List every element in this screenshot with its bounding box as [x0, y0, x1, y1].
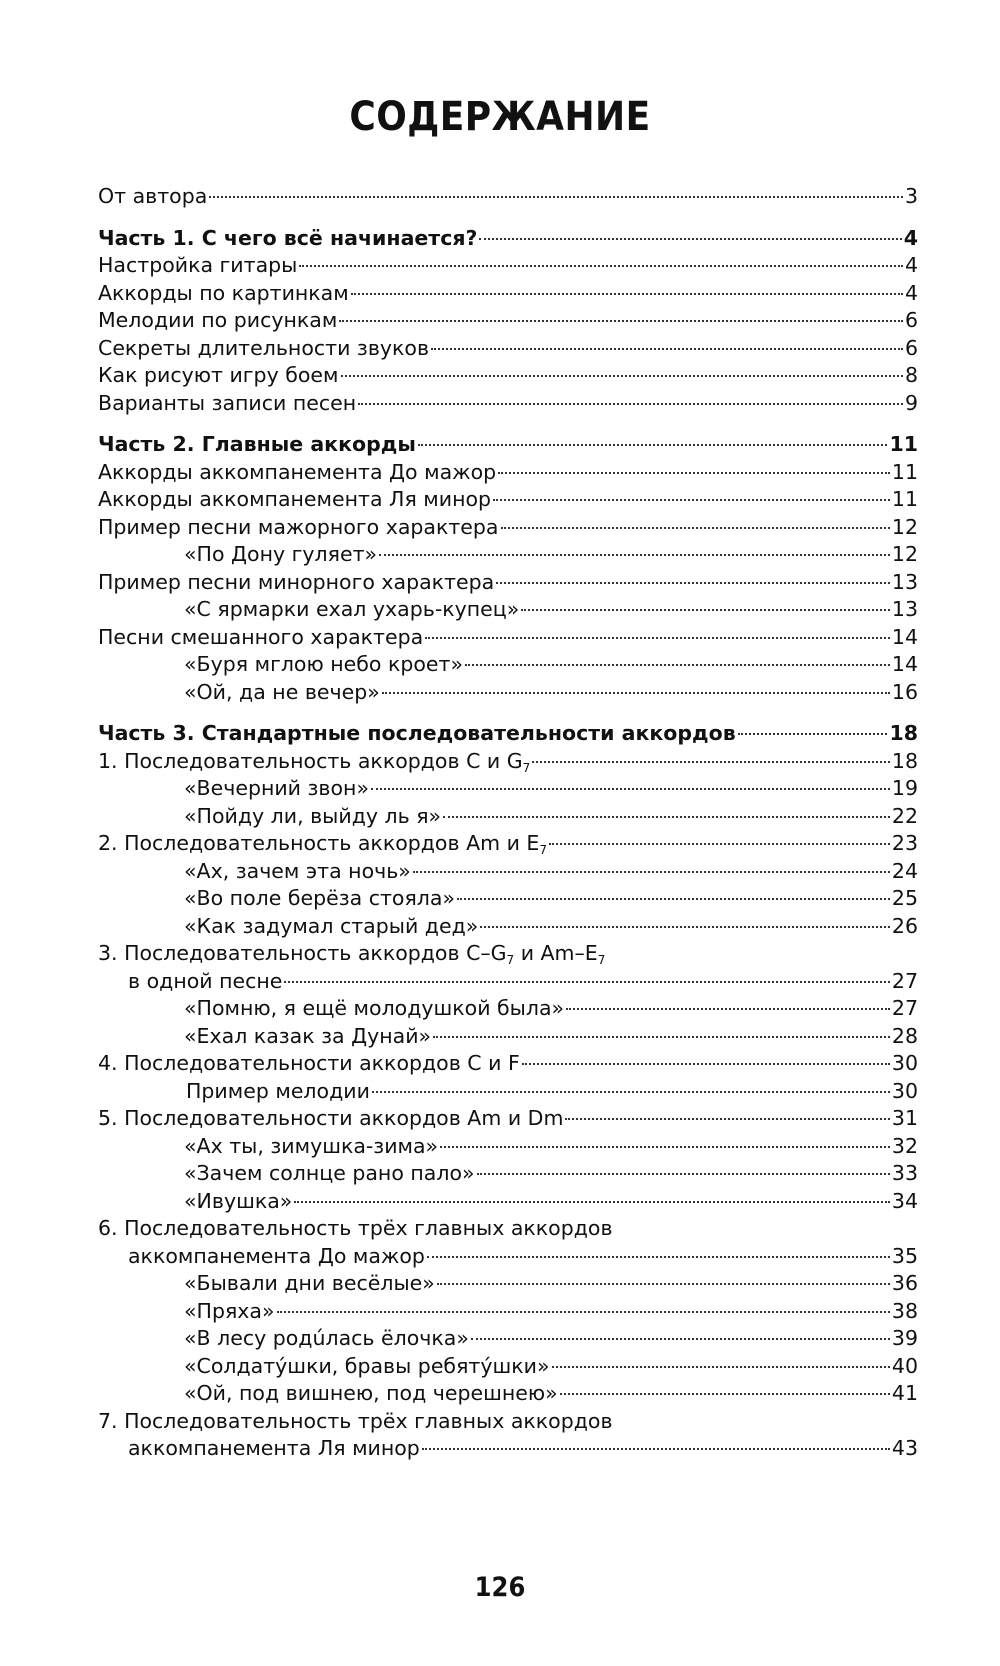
dot-leader	[480, 926, 890, 928]
toc-entry-title: 4. Последовательности аккордов C и F	[98, 1051, 520, 1075]
toc-entry[interactable]	[98, 569, 918, 597]
dot-leader	[382, 692, 890, 694]
toc-entry-title: «Ивушка»	[184, 1188, 293, 1213]
toc-page-number: 3	[904, 184, 918, 208]
toc-entry[interactable]	[98, 335, 918, 363]
dot-leader	[560, 1393, 890, 1395]
dot-leader	[477, 1173, 890, 1175]
dot-leader	[532, 761, 890, 763]
toc-entry[interactable]	[98, 624, 918, 652]
toc-entry-title: «С ярмарки ехал ухарь-купец»	[184, 597, 520, 621]
toc-entry-title: 7. Последовательность трёх главных аккордов	[98, 1408, 613, 1433]
toc-entry-title: «Зачем солнце рано пало»	[184, 1161, 475, 1185]
toc-page-number: 34	[891, 1188, 918, 1213]
toc-entry-title: 5. Последовательности аккордов Am и Dm	[98, 1106, 564, 1130]
toc-entry[interactable]	[98, 183, 918, 211]
toc-entry[interactable]	[98, 885, 918, 913]
dot-leader	[433, 1036, 890, 1038]
dot-leader	[552, 1366, 890, 1368]
toc-entry[interactable]	[98, 1188, 918, 1216]
toc-entry[interactable]	[98, 1325, 918, 1353]
toc-entry[interactable]	[98, 280, 918, 308]
dot-leader	[738, 733, 888, 735]
toc-page-number: 4	[904, 280, 918, 305]
toc-entry-title: «Помню, я ещё молодушкой была»	[184, 996, 565, 1020]
toc-page-number: 36	[891, 1271, 918, 1295]
toc-entry-title: Пример мелодии	[186, 1078, 370, 1103]
toc-entry[interactable]	[98, 995, 918, 1023]
toc-page-number: 18	[891, 748, 918, 773]
toc-entry-title: «Как задумал старый дед»	[184, 913, 479, 938]
toc-entry-title: 3. Последовательность аккордов $C-G_7$ и $Am-E_7$	[98, 941, 606, 967]
toc-page-number: 19	[891, 776, 918, 800]
page-number: 126	[474, 1572, 526, 1603]
toc-entry[interactable]	[98, 803, 918, 831]
toc-entry-title: аккомпанемента Ля минор	[128, 1436, 420, 1460]
toc-page-number: 33	[891, 1161, 918, 1185]
dot-leader	[440, 1146, 890, 1148]
toc-page-number: 31	[891, 1106, 918, 1130]
toc-part-heading[interactable]	[98, 720, 918, 748]
toc-page-number: 30	[891, 1078, 918, 1103]
dot-leader	[209, 196, 903, 198]
toc-entry-title: «Ой, да не вечер»	[184, 679, 380, 704]
toc-entry-title: «Буря мглою небо кроет»	[184, 652, 464, 676]
toc-entry[interactable]	[98, 362, 918, 390]
toc-entry[interactable]	[98, 1050, 918, 1078]
toc-entry[interactable]	[98, 651, 918, 679]
toc-page-number: 14	[891, 624, 918, 649]
toc-entry-title: «Ехал казак за Дунай»	[184, 1023, 432, 1048]
toc-page-number: 27	[891, 996, 918, 1020]
toc-entry-title: Аккорды аккомпанемента До мажор	[98, 459, 497, 484]
toc-page-number: 14	[891, 652, 918, 676]
dot-leader	[371, 788, 890, 790]
toc-page-number: 30	[891, 1051, 918, 1075]
toc-entry-title: «Во поле берёза стояла»	[184, 886, 455, 910]
toc-entry-title: Пример песни минорного характера	[98, 569, 495, 594]
dot-leader	[277, 1311, 890, 1313]
toc-entry-title: От автора	[98, 184, 208, 208]
toc-page-number: 9	[904, 390, 918, 415]
toc-page-number: 8	[904, 363, 918, 387]
toc-entry[interactable]	[98, 775, 918, 803]
toc-page-number: 32	[891, 1133, 918, 1158]
toc-page-number: 11	[889, 432, 918, 456]
toc-page-number: 22	[891, 803, 918, 828]
dot-leader	[522, 1063, 890, 1065]
toc-entry[interactable]	[98, 940, 918, 968]
dot-leader	[431, 348, 903, 350]
toc-entry[interactable]	[98, 1408, 918, 1436]
toc-entry-title: 1. Последовательность аккордов C и $G_7$	[98, 748, 531, 775]
toc-entry-title: «Пойду ли, выйду ль я»	[184, 803, 442, 828]
toc-page-number: 43	[891, 1436, 918, 1460]
toc-entry[interactable]	[98, 1380, 918, 1408]
toc-entry-title: Часть 1. С чего всё начинается?	[98, 225, 478, 250]
toc-entry[interactable]	[98, 596, 918, 624]
toc-entry-title: аккомпанемента До мажор	[128, 1243, 425, 1268]
toc-entry[interactable]	[98, 1023, 918, 1051]
toc-page-number: 28	[891, 1023, 918, 1048]
toc-page-number: 39	[891, 1326, 918, 1350]
toc-page-number: 6	[904, 335, 918, 360]
toc-entry[interactable]	[98, 459, 918, 487]
toc-entry[interactable]	[98, 307, 918, 335]
toc-entry[interactable]	[98, 390, 918, 418]
toc-page-number: 13	[891, 569, 918, 594]
toc-entry[interactable]	[98, 1243, 918, 1271]
toc-page-number: 13	[891, 597, 918, 621]
toc-page-number: 12	[891, 542, 918, 566]
toc-entry[interactable]	[98, 514, 918, 542]
toc-entry[interactable]	[98, 541, 918, 569]
dot-leader	[418, 444, 888, 446]
toc-entry[interactable]	[98, 1160, 918, 1188]
toc-entry[interactable]	[98, 1435, 918, 1463]
toc-entry[interactable]	[98, 1353, 918, 1381]
dot-leader	[471, 1338, 890, 1340]
dot-leader	[493, 499, 890, 501]
dot-leader	[351, 293, 903, 295]
dot-leader	[427, 1256, 890, 1258]
dot-leader	[465, 664, 890, 666]
dot-leader	[372, 1091, 890, 1093]
dot-leader	[413, 871, 890, 873]
toc-page-number: 23	[891, 831, 918, 855]
toc-entry[interactable]	[98, 1105, 918, 1133]
dot-leader	[339, 320, 903, 322]
dot-leader	[566, 1008, 890, 1010]
toc-entry-title: «По Дону гуляет»	[184, 542, 378, 566]
toc-page-number: 4	[903, 225, 918, 250]
toc-entry-title: Аккорды по картинкам	[98, 280, 349, 305]
dot-leader	[549, 843, 890, 845]
dot-leader	[501, 527, 890, 529]
toc-page-number: 38	[891, 1298, 918, 1323]
toc-entry-title: «В лесу родúлась ёлочка»	[184, 1326, 469, 1350]
toc-page-number: 11	[891, 487, 918, 511]
toc-entry[interactable]	[98, 748, 918, 776]
dot-leader	[437, 1283, 890, 1285]
toc-entry-title: «Вечерний звон»	[184, 776, 369, 800]
toc-entry-title: в одной песне	[128, 968, 283, 993]
dot-leader	[379, 554, 890, 556]
toc-entry-title: Часть 3. Стандартные последовательности аккордов	[98, 721, 736, 745]
toc-part-heading[interactable]	[98, 431, 918, 459]
dot-leader	[358, 403, 903, 405]
dot-leader	[422, 1448, 890, 1450]
toc-page-number: 24	[891, 858, 918, 883]
dot-leader	[496, 582, 890, 584]
toc-page-number: 12	[891, 514, 918, 539]
toc-entry[interactable]	[98, 1215, 918, 1243]
toc-entry-title: «Бывали дни весёлые»	[184, 1271, 435, 1295]
toc-entry-title: Мелодии по рисункам	[98, 308, 338, 332]
toc-page-number: 4	[904, 253, 918, 277]
dot-leader	[457, 898, 890, 900]
toc-entry-title: Как рисуют игру боем	[98, 363, 339, 387]
toc-entry[interactable]	[98, 1298, 918, 1326]
toc-entry[interactable]	[98, 830, 918, 858]
toc-entry[interactable]	[98, 858, 918, 886]
toc-entry-title: Аккорды аккомпанемента Ля минор	[98, 487, 492, 511]
toc-entry[interactable]	[98, 1270, 918, 1298]
toc-entry-title: Часть 2. Главные аккорды	[98, 432, 416, 456]
page-title: СОДЕРЖАНИЕ	[349, 94, 651, 140]
toc-entry-title: 6. Последовательность трёх главных аккордов	[98, 1216, 613, 1240]
toc-page-number: 6	[904, 308, 918, 332]
toc-entry-title: Пример песни мажорного характера	[98, 514, 499, 539]
toc-entry-title: «Пряха»	[184, 1298, 275, 1323]
toc-page-number: 27	[891, 968, 918, 993]
toc-entry-title: 2. Последовательность аккордов Am и $E_7$	[98, 831, 548, 857]
toc-entry-title: «Ой, под вишнею, под черешнею»	[184, 1381, 558, 1405]
toc-entry[interactable]	[98, 486, 918, 514]
toc-entry-title: «Солдатýшки, бравы ребятýшки»	[184, 1353, 550, 1378]
dot-leader	[341, 375, 903, 377]
dot-leader	[498, 472, 890, 474]
toc-entry[interactable]	[98, 1078, 918, 1106]
dot-leader	[443, 816, 890, 818]
toc-entry[interactable]	[98, 252, 918, 280]
toc-page-number: 18	[889, 721, 918, 745]
toc-entry-title: Варианты записи песен	[98, 390, 357, 415]
dot-leader	[299, 265, 903, 267]
toc-entry-title: «Ах, зачем эта ночь»	[184, 858, 411, 883]
toc-page-number: 26	[891, 913, 918, 938]
dot-leader	[479, 238, 901, 240]
dot-leader	[565, 1118, 889, 1120]
toc-page-number: 25	[891, 886, 918, 910]
toc-page-number: 11	[891, 459, 918, 484]
toc-page-number: 16	[891, 679, 918, 704]
toc-entry-title: Настройка гитары	[98, 253, 298, 277]
table-of-contents	[98, 183, 918, 1463]
toc-entry[interactable]	[98, 1133, 918, 1161]
toc-entry-title: Песни смешанного характера	[98, 624, 424, 649]
dot-leader	[521, 609, 890, 611]
toc-part-heading[interactable]	[98, 225, 918, 253]
dot-leader	[284, 981, 890, 983]
dot-leader	[425, 637, 890, 639]
toc-page-number: 40	[891, 1353, 918, 1378]
toc-page-number: 41	[891, 1381, 918, 1405]
dot-leader	[294, 1201, 890, 1203]
toc-entry[interactable]	[98, 679, 918, 707]
toc-entry[interactable]	[98, 968, 918, 996]
toc-page-number: 35	[891, 1243, 918, 1268]
toc-entry-title: «Ах ты, зимушка-зима»	[184, 1133, 439, 1158]
toc-entry[interactable]	[98, 913, 918, 941]
toc-entry-title: Секреты длительности звуков	[98, 335, 430, 360]
